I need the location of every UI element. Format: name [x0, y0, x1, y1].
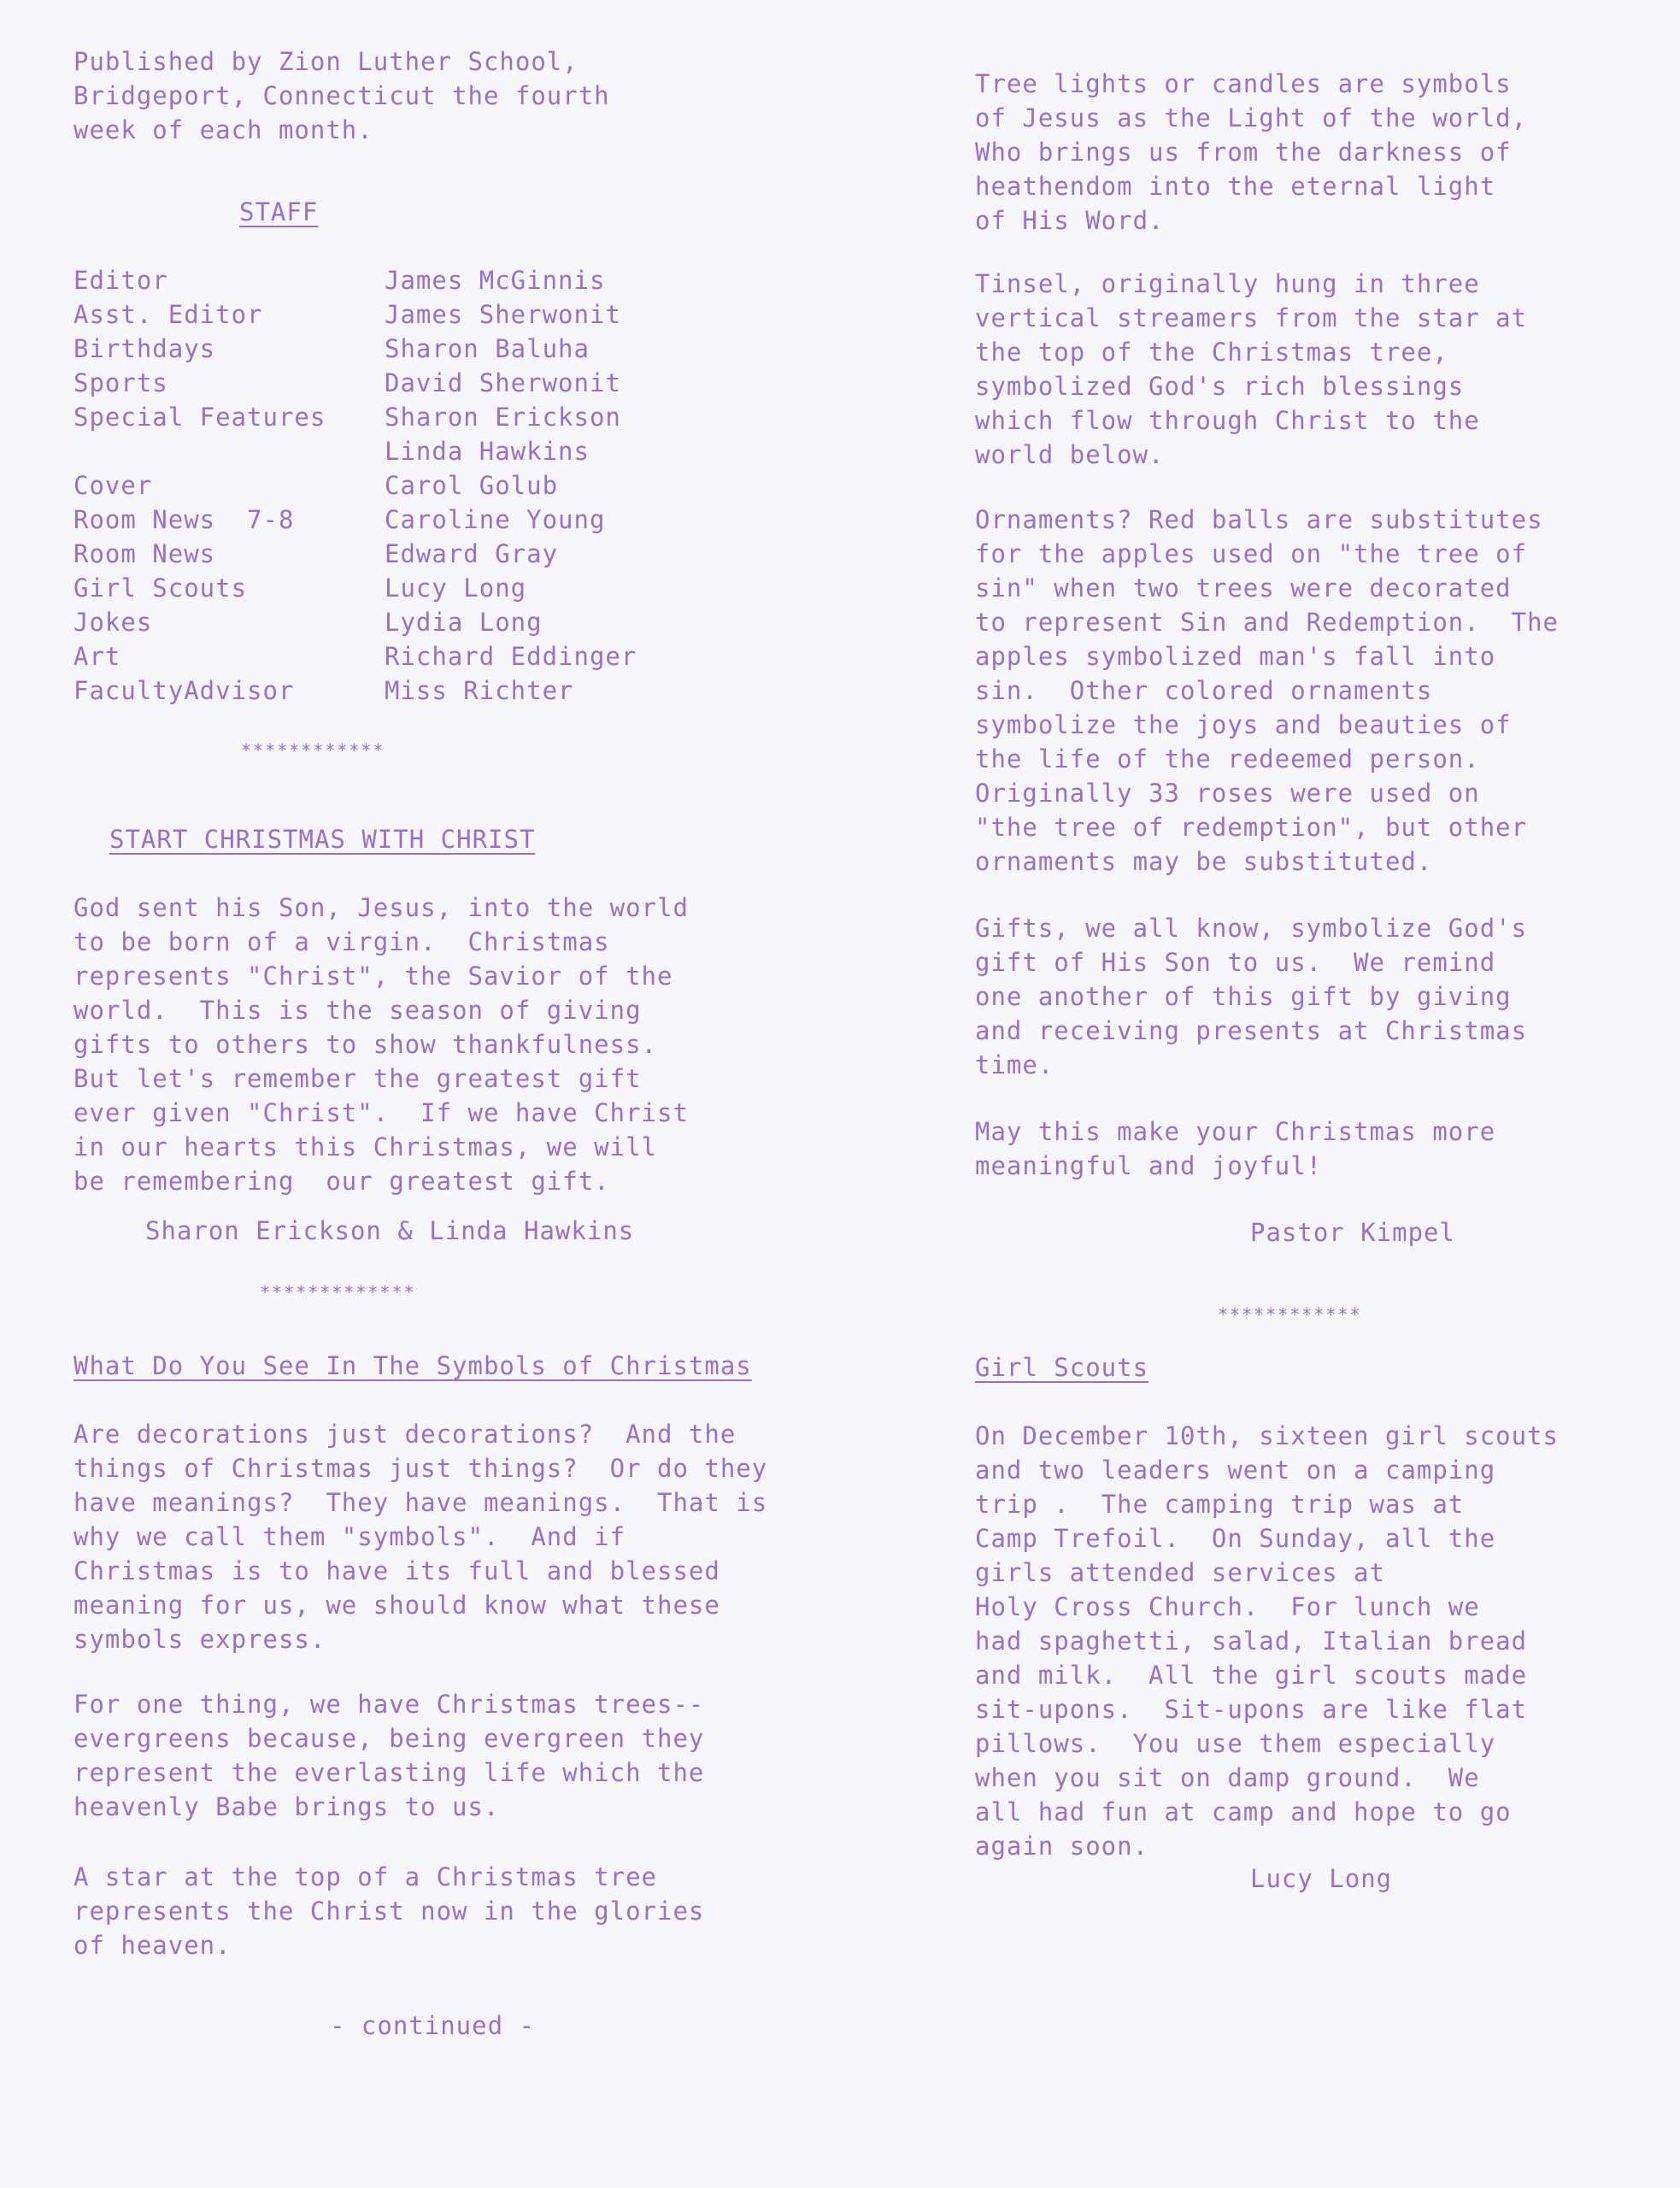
masthead: [73, 44, 610, 147]
body-line: "the tree of redemption", but other: [975, 813, 1528, 842]
body-line: of heaven.: [73, 1931, 232, 1960]
staff-role: Asst. Editor: [73, 300, 263, 329]
staff-table: [73, 263, 637, 708]
body-line: God sent his Son, Jesus, into the world: [73, 893, 689, 922]
staff-role: Birthdays: [73, 334, 216, 363]
staff-member: Lucy Long: [385, 573, 527, 603]
body-line: world. This is the season of giving: [73, 996, 642, 1025]
staff-row: [73, 366, 637, 400]
girl-scouts-signature: Lucy Long: [1250, 1864, 1393, 1893]
body-line: had spaghetti, salad, Italian bread: [975, 1626, 1528, 1656]
body-line: But let's remember the greatest gift: [73, 1064, 642, 1093]
start-christmas-body: [73, 891, 689, 1198]
girl-scouts-heading: Girl Scouts: [975, 1353, 1149, 1382]
staff-row: [73, 468, 637, 503]
body-line: represent the everlasting life which the: [73, 1758, 705, 1787]
body-line: the life of the redeemed person.: [975, 744, 1480, 773]
body-line: Tree lights or candles are symbols: [975, 69, 1512, 98]
start-christmas-signature: Sharon Erickson & Linda Hawkins: [145, 1216, 635, 1245]
staff-role: Special Features: [73, 403, 326, 432]
body-line: why we call them "symbols". And if: [73, 1522, 626, 1551]
symbols-heading: What Do You See In The Symbols of Christmas: [73, 1351, 752, 1380]
separator: ************: [241, 740, 385, 761]
continued-label: - continued -: [330, 2011, 535, 2040]
symbols-paragraph-3: [73, 1860, 704, 1962]
staff-role: Room News: [73, 539, 216, 568]
body-line: apples symbolized man's fall into: [975, 642, 1496, 671]
body-line: to represent Sin and Redemption. The: [975, 608, 1560, 637]
body-line: for the apples used on "the tree of: [975, 539, 1528, 568]
staff-row: [73, 400, 637, 434]
body-line: of His Word.: [975, 206, 1165, 235]
staff-member: Richard Eddinger: [385, 642, 637, 671]
staff-role: Room News 7-8: [73, 505, 295, 534]
body-line: when you sit on damp ground. We: [975, 1763, 1480, 1792]
symbols-paragraph-2: [73, 1687, 704, 1824]
body-line: one another of this gift by giving: [975, 982, 1512, 1011]
body-line: Ornaments? Red balls are substitutes: [975, 505, 1543, 534]
symbols-paragraph-1: [73, 1417, 767, 1656]
staff-row: [73, 605, 637, 639]
staff-role: [73, 434, 385, 468]
staff-row: [73, 503, 637, 537]
body-line: sin" when two trees were decorated: [975, 573, 1512, 603]
body-line: meaningful and joyful!: [975, 1151, 1323, 1180]
staff-row: [73, 639, 637, 673]
body-line: which flow through Christ to the: [975, 406, 1480, 435]
symbols-tinsel-paragraph: [975, 267, 1527, 472]
body-line: symbolized God's rich blessings: [975, 372, 1465, 401]
staff-member: Lydia Long: [385, 608, 543, 637]
girl-scouts-body: [975, 1419, 1559, 1863]
body-line: Holy Cross Church. For lunch we: [975, 1592, 1480, 1621]
body-line: of Jesus as the Light of the world,: [975, 103, 1528, 132]
staff-member: Linda Hawkins: [385, 437, 590, 466]
staff-row: [73, 571, 637, 605]
body-line: and two leaders went on a camping: [975, 1456, 1496, 1485]
body-line: May this make your Christmas more: [975, 1117, 1496, 1146]
body-line: trip . The camping trip was at: [975, 1490, 1465, 1519]
body-line: Camp Trefoil. On Sunday, all the: [975, 1524, 1496, 1553]
staff-row: [73, 263, 637, 297]
body-line: heathendom into the eternal light: [975, 172, 1496, 201]
body-line: the top of the Christmas tree,: [975, 338, 1448, 367]
body-line: evergreens because, being evergreen they: [73, 1724, 705, 1753]
body-line: represents the Christ now in the glories: [73, 1897, 705, 1926]
body-line: and milk. All the girl scouts made: [975, 1661, 1528, 1690]
staff-role: Art: [73, 642, 121, 671]
body-line: again soon.: [975, 1832, 1149, 1861]
body-line: ever given "Christ". If we have Christ: [73, 1098, 689, 1127]
body-line: Are decorations just decorations? And the: [73, 1420, 737, 1449]
body-line: Who brings us from the darkness of: [975, 138, 1512, 167]
staff-row: [73, 297, 637, 332]
body-line: be remembering our greatest gift.: [73, 1167, 610, 1196]
staff-member: Caroline Young: [385, 505, 606, 534]
symbols-lights-paragraph: [975, 67, 1527, 238]
body-line: Originally 33 roses were used on: [975, 779, 1480, 808]
start-christmas-heading: START CHRISTMAS WITH CHRIST: [109, 825, 536, 854]
body-line: pillows. You use them especially: [975, 1729, 1496, 1758]
body-line: meaning for us, we should know what these: [73, 1591, 720, 1620]
staff-member: Carol Golub: [385, 471, 559, 500]
staff-member: Edward Gray: [385, 539, 559, 568]
staff-row: [73, 537, 637, 571]
staff-member: Sharon Baluha: [385, 334, 590, 363]
masthead-line: Published by Zion Luther School,: [73, 47, 579, 76]
body-line: have meanings? They have meanings. That is: [73, 1488, 768, 1517]
staff-role: Sports: [73, 368, 168, 397]
staff-role: FacultyAdvisor: [73, 676, 295, 705]
body-line: world below.: [975, 440, 1165, 469]
staff-member: David Sherwonit: [385, 368, 621, 397]
body-line: girls attended services at: [975, 1558, 1385, 1587]
body-line: in our hearts this Christmas, we will: [73, 1132, 658, 1162]
body-line: all had fun at camp and hope to go: [975, 1797, 1512, 1826]
staff-role: Cover: [73, 471, 153, 500]
body-line: things of Christmas just things? Or do they: [73, 1454, 768, 1483]
masthead-line: week of each month.: [73, 115, 373, 144]
body-line: Gifts, we all know, symbolize God's: [975, 914, 1528, 943]
staff-role: Jokes: [73, 608, 153, 637]
symbols-gifts-paragraph: [975, 911, 1527, 1082]
pastor-signature: Pastor Kimpel: [1250, 1218, 1455, 1247]
staff-row: [73, 673, 637, 708]
body-line: Tinsel, originally hung in three: [975, 269, 1480, 298]
body-line: A star at the top of a Christmas tree: [73, 1862, 658, 1891]
body-line: time.: [975, 1050, 1054, 1079]
staff-role: Editor: [73, 266, 168, 295]
staff-member: James Sherwonit: [385, 300, 621, 329]
staff-role: Girl Scouts: [73, 573, 248, 603]
staff-member: Sharon Erickson: [385, 403, 621, 432]
staff-row: [73, 332, 637, 366]
body-line: symbols express.: [73, 1625, 326, 1654]
staff-member: Miss Richter: [385, 676, 574, 705]
body-line: gifts to others to show thankfulness.: [73, 1030, 658, 1059]
body-line: and receiving presents at Christmas: [975, 1016, 1528, 1045]
body-line: ornaments may be substituted.: [975, 847, 1433, 876]
staff-heading: STAFF: [239, 197, 319, 226]
body-line: sin. Other colored ornaments: [975, 676, 1433, 705]
body-line: gift of His Son to us. We remind: [975, 948, 1496, 977]
body-line: For one thing, we have Christmas trees--: [73, 1690, 705, 1719]
body-line: Christmas is to have its full and blessed: [73, 1556, 720, 1585]
body-line: represents "Christ", the Savior of the: [73, 962, 673, 991]
separator: *************: [260, 1282, 416, 1303]
body-line: symbolize the joys and beauties of: [975, 710, 1512, 739]
separator: ************: [1218, 1304, 1362, 1325]
body-line: sit-upons. Sit-upons are like flat: [975, 1695, 1528, 1724]
staff-row: [73, 434, 637, 468]
symbols-ornaments-paragraph: [975, 503, 1559, 879]
body-line: heavenly Babe brings to us.: [73, 1792, 500, 1821]
masthead-line: Bridgeport, Connecticut the fourth: [73, 81, 610, 110]
body-line: On December 10th, sixteen girl scouts: [975, 1421, 1560, 1450]
staff-member: James McGinnis: [385, 266, 606, 295]
closing-wish: [975, 1115, 1495, 1183]
body-line: to be born of a virgin. Christmas: [73, 927, 610, 956]
body-line: vertical streamers from the star at: [975, 303, 1528, 332]
